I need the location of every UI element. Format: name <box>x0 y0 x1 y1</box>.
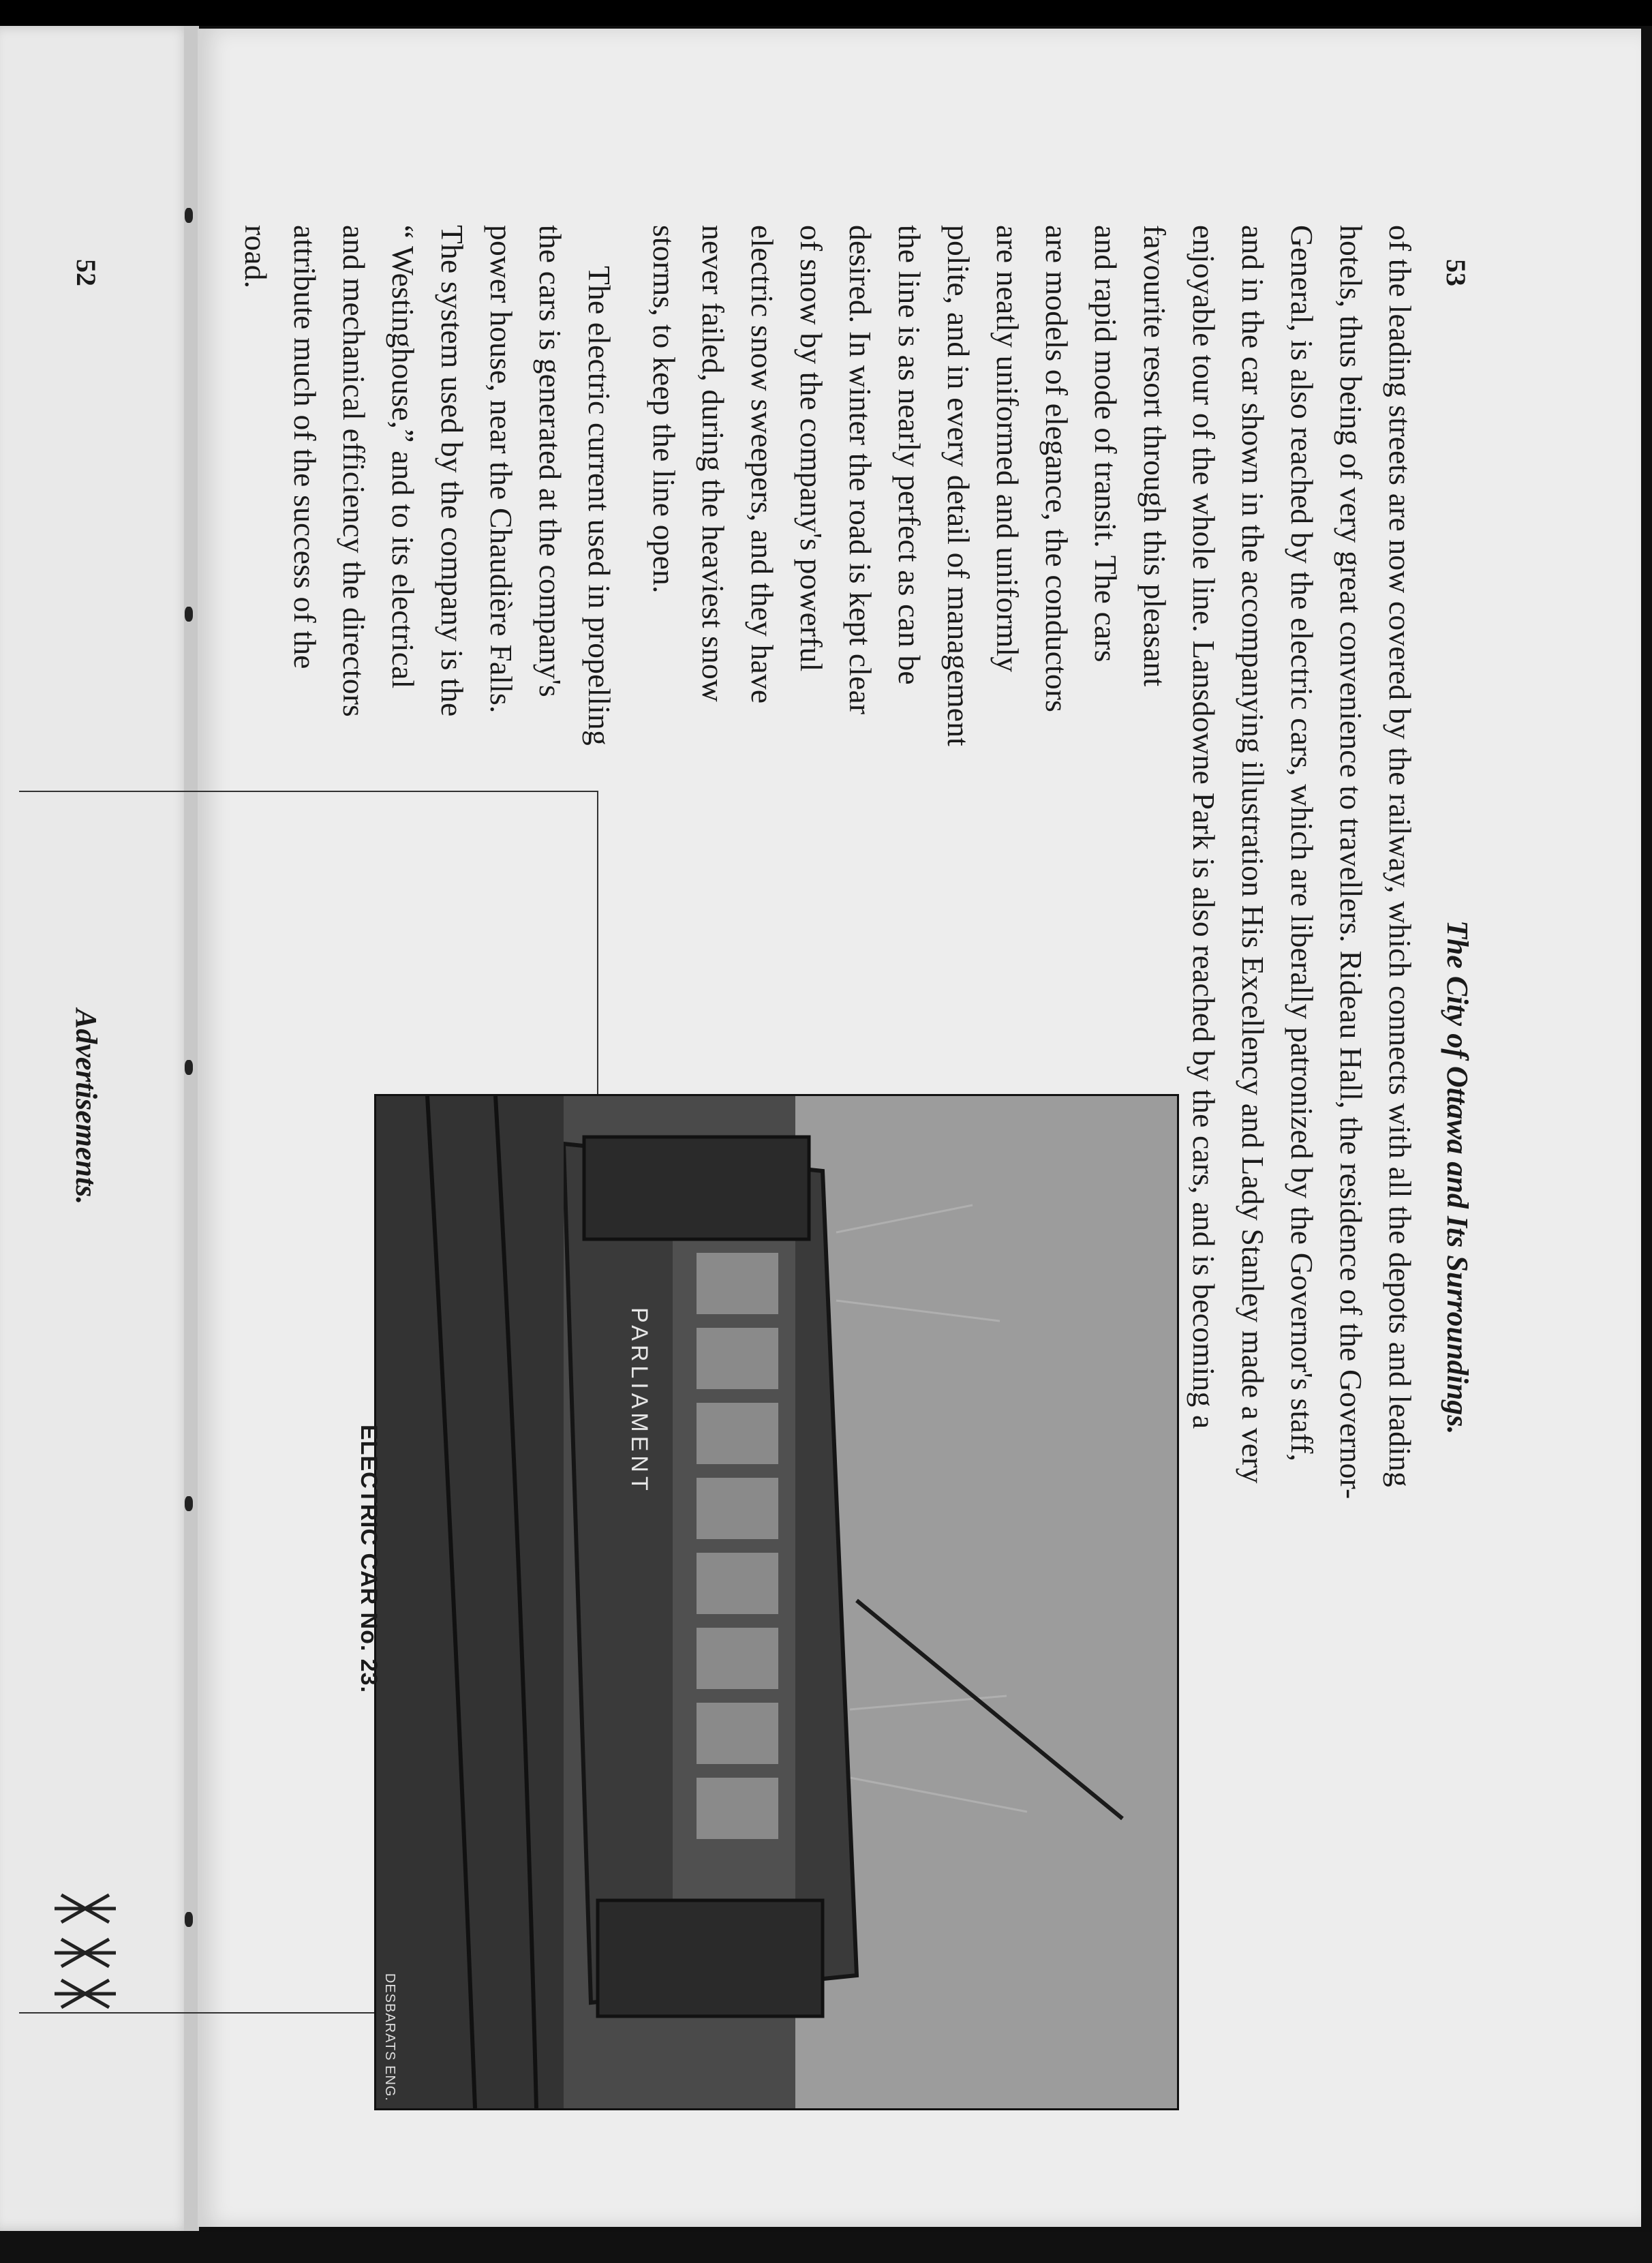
ornament-icon <box>48 1881 123 2011</box>
scan-border-bottom <box>0 2232 1652 2263</box>
car-lettering: PARLIAMENT <box>626 1307 652 1495</box>
right-page-content <box>239 225 1499 2101</box>
body-line: The system used by the company is the <box>435 225 470 717</box>
body-line: favourite resort through this pleasant <box>1137 225 1172 687</box>
body-line: enjoyable tour of the whole line. Lansdowne Park is also reached by the cars, and is becoming a <box>1187 225 1221 1429</box>
body-line: are models of elegance, the conductors <box>1039 225 1074 713</box>
body-line: polite, and in every detail of management <box>941 225 976 746</box>
photo-caption: ELECTRIC CAR No. 23. <box>356 1425 382 1694</box>
body-line: The electric current used in propelling <box>582 266 617 746</box>
running-title: The City of Ottawa and Its Surroundings. <box>1441 920 1474 1435</box>
page-number: 53 <box>1441 259 1471 286</box>
body-line: General, is also reached by the electric cars, which are liberally patronized by the Governor's staff, <box>1285 225 1319 1462</box>
body-line: desired. In winter the road is kept clear <box>843 225 878 715</box>
body-line: of snow by the company's powerful <box>794 225 829 672</box>
electric-car-photo <box>374 1094 1179 2110</box>
body-line: and mechanical efficiency the directors <box>337 225 371 717</box>
body-line: storms, to keep the line open. <box>647 225 682 594</box>
body-line: never failed, during the heaviest snow <box>696 225 731 702</box>
body-line: power house, near the Chaudière Falls. <box>484 225 519 714</box>
streetcar-illustration <box>376 1096 1177 2108</box>
body-line: and rapid mode of transit. The cars <box>1088 225 1123 663</box>
binding-stitch <box>185 208 193 223</box>
engraver-credit: DESBARATS ENG. <box>382 1973 397 2101</box>
body-line: and in the car shown in the accompanying illustration His Excellency and Lady Stanley made a very <box>1236 225 1270 1484</box>
body-line: electric snow sweepers, and they have <box>745 225 780 704</box>
body-line: hotels, thus being of very great convenience to travellers. Rideau Hall, the residence of the Governor- <box>1334 225 1368 1500</box>
body-line: are neatly uniformed and uniformly <box>990 225 1025 673</box>
body-line: attribute much of the success of the <box>288 225 322 669</box>
scan-border-top <box>0 0 1652 26</box>
body-line: of the leading streets are now covered by the railway, which connects with all the depots and leading <box>1383 225 1418 1487</box>
running-title: Advertisements. <box>70 1009 103 1205</box>
binding-stitch <box>185 607 193 622</box>
body-line: “ Westinghouse,” and to its electrical <box>386 225 420 689</box>
body-line: the cars is generated at the company's <box>533 225 568 697</box>
left-page-content <box>14 225 136 2024</box>
body-line: the line is as nearly perfect as can be <box>892 225 927 685</box>
page-number: 52 <box>71 259 102 286</box>
body-line: road. <box>239 225 273 289</box>
